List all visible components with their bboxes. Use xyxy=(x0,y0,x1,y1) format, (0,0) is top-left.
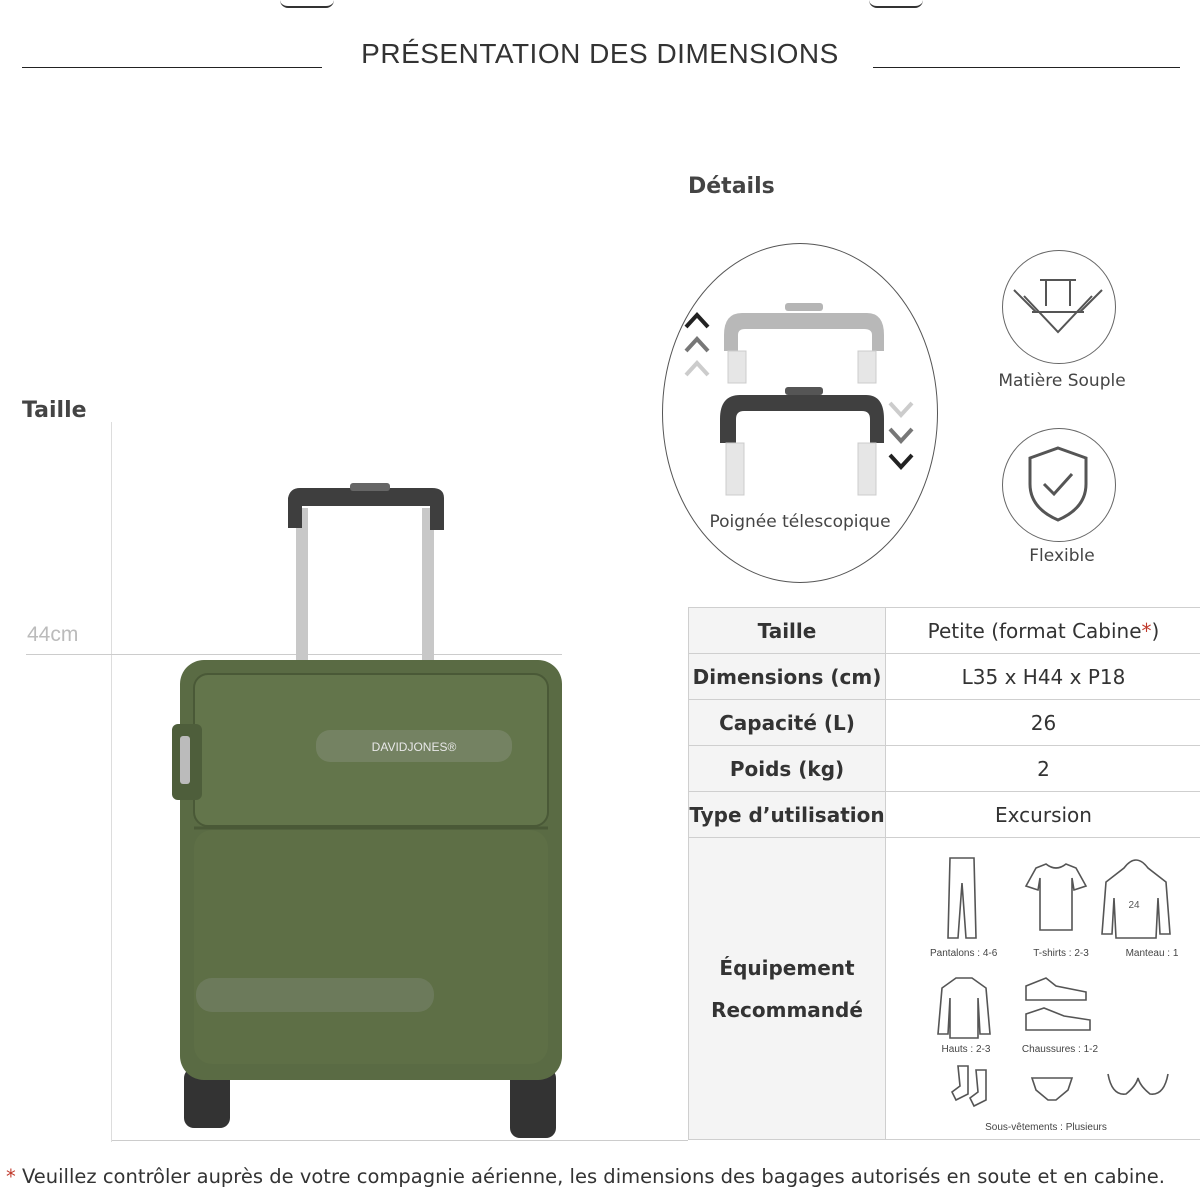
spec-key: Capacité (L) xyxy=(689,700,886,746)
table-row xyxy=(689,838,1200,1140)
size-heading: Taille xyxy=(22,398,87,423)
tshirts-count: T-shirts : 2-3 xyxy=(1033,948,1089,959)
equipment-key-line2: Recommandé xyxy=(711,997,863,1022)
equipment-key-line1: Équipement xyxy=(719,955,855,980)
feature-soft-material: Matière Souple xyxy=(998,371,1126,391)
sneaker-icon xyxy=(1026,1008,1090,1030)
spec-value: Excursion xyxy=(886,792,1200,838)
footer-note: * Veuillez contrôler auprès de votre compagnie aérienne, les dimensions des bagages autorisés en soute et en cabine. xyxy=(6,1165,1165,1188)
top-decoration-right xyxy=(869,0,923,8)
suitcase-image xyxy=(160,478,580,1138)
equipment-key xyxy=(689,838,886,1140)
clothing-icons xyxy=(886,838,1196,1138)
equipment-cell xyxy=(886,838,1200,1140)
height-label: 44cm xyxy=(27,623,79,646)
down-chevrons-icon xyxy=(890,403,912,467)
pants-icon xyxy=(948,858,976,938)
up-chevrons-icon xyxy=(686,315,708,375)
title-rule-left xyxy=(22,67,322,68)
spec-key: Type d’utilisation xyxy=(689,792,886,838)
size-vertical-guide xyxy=(111,422,112,1142)
title-rule-right xyxy=(873,67,1180,68)
handle-up-icon xyxy=(724,303,884,383)
feature-flexible: Flexible xyxy=(1029,546,1095,566)
table-row xyxy=(689,792,1200,838)
shirt-icon xyxy=(938,978,990,1038)
table-row xyxy=(689,746,1200,792)
spec-table xyxy=(688,607,1200,1140)
spec-value: 26 xyxy=(886,700,1200,746)
shield-check-icon xyxy=(1002,428,1114,540)
details-heading: Détails xyxy=(688,174,775,199)
tshirt-icon xyxy=(1026,864,1086,930)
spec-key: Dimensions (cm) xyxy=(689,654,886,700)
base-line xyxy=(112,1140,688,1141)
socks-icon xyxy=(952,1066,986,1106)
shoe-icon xyxy=(1026,978,1086,1000)
soft-material-icon xyxy=(1002,250,1114,362)
hoodie-icon xyxy=(1102,860,1170,938)
coat-count: Manteau : 1 xyxy=(1125,948,1179,959)
spec-value: 2 xyxy=(886,746,1200,792)
table-row xyxy=(689,654,1200,700)
pants-count: Pantalons : 4-6 xyxy=(930,948,998,959)
top-decoration-left xyxy=(280,0,334,8)
svg-text:24: 24 xyxy=(1128,900,1140,911)
handle-down-icon xyxy=(720,387,884,495)
svg-text:DAVIDJONES®: DAVIDJONES® xyxy=(371,740,457,754)
spec-value: L35 x H44 x P18 xyxy=(886,654,1200,700)
table-row xyxy=(689,700,1200,746)
page-title: PRÉSENTATION DES DIMENSIONS xyxy=(361,38,839,69)
spec-key: Taille xyxy=(689,608,886,654)
table-row xyxy=(689,608,1200,654)
bra-icon xyxy=(1108,1074,1168,1094)
spec-value: Petite (format Cabine*) xyxy=(886,608,1200,654)
shoes-count: Chaussures : 1-2 xyxy=(1021,1044,1099,1055)
handle-caption: Poignée télescopique xyxy=(709,512,891,532)
tops-count: Hauts : 2-3 xyxy=(941,1044,991,1055)
briefs-icon xyxy=(1032,1078,1072,1100)
spec-key: Poids (kg) xyxy=(689,746,886,792)
underwear-count: Sous-vêtements : Plusieurs xyxy=(985,1122,1107,1133)
